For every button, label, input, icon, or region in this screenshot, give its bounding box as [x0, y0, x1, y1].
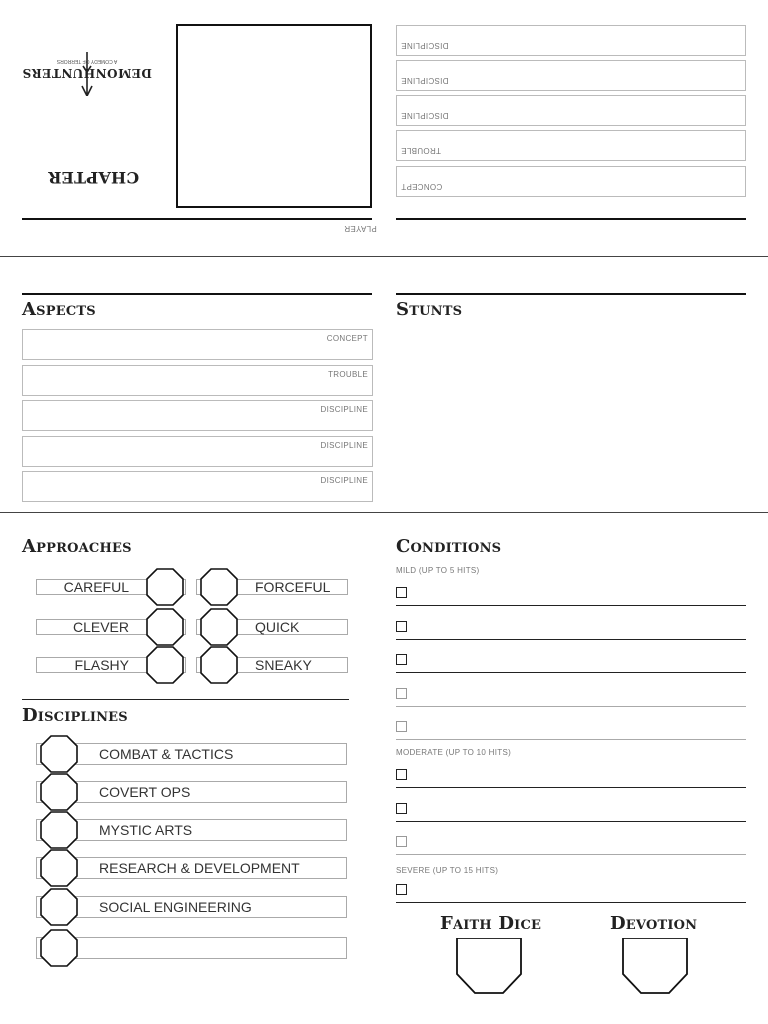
mild-checkbox-3[interactable] [396, 654, 407, 665]
approach-clever-rating[interactable] [146, 608, 184, 646]
devotion-title: Devotion [610, 913, 698, 934]
approach-careful-rating[interactable] [146, 568, 184, 606]
disciplines-title: Disciplines [22, 705, 128, 726]
aspect-field-discipline-2[interactable]: DISCIPLINE [22, 436, 373, 467]
approach-forceful-rating[interactable] [200, 568, 238, 606]
logo-text: DEMONHUNTERS [22, 66, 152, 80]
player-label: PLAYER [344, 224, 377, 233]
severe-line-1 [396, 902, 746, 903]
approach-quick[interactable]: QUICK [196, 619, 348, 635]
discipline-social-rating[interactable] [40, 888, 78, 926]
aspect-field-concept[interactable]: CONCEPT [22, 329, 373, 360]
approach-careful[interactable]: CAREFUL [36, 579, 186, 595]
moderate-checkbox-1[interactable] [396, 769, 407, 780]
discipline-mystic-arts[interactable]: MYSTIC ARTS [36, 819, 347, 841]
approaches-title: Approaches [22, 536, 132, 557]
aspects-rule [22, 293, 372, 295]
discipline-custom-rating[interactable] [40, 929, 78, 967]
discipline-combat-rating[interactable] [40, 735, 78, 773]
logo [22, 50, 152, 96]
moderate-checkbox-2[interactable] [396, 803, 407, 814]
mild-line-1 [396, 605, 746, 606]
approach-flashy[interactable]: FLASHY [36, 657, 186, 673]
mild-checkbox-1[interactable] [396, 587, 407, 598]
approach-sneaky[interactable]: SNEAKY [196, 657, 348, 673]
fold-line-1 [0, 256, 768, 257]
discipline-covert-ops-rating[interactable] [40, 773, 78, 811]
devotion-box[interactable] [622, 938, 688, 994]
header-field-1[interactable]: DISCIPLINE [396, 25, 746, 56]
mild-checkbox-2[interactable] [396, 621, 407, 632]
stunts-rule [396, 293, 746, 295]
moderate-label: MODERATE (UP TO 10 HITS) [396, 748, 512, 757]
mild-line-3 [396, 672, 746, 673]
mild-line-2 [396, 639, 746, 640]
logo-subtitle: A COMEDY OF TERRORS [56, 58, 118, 64]
faith-dice-box[interactable] [456, 938, 522, 994]
mild-label: MILD (UP TO 5 HITS) [396, 566, 480, 575]
discipline-mystic-arts-rating[interactable] [40, 811, 78, 849]
header-left-divider [22, 218, 372, 220]
aspect-field-discipline-3[interactable]: DISCIPLINE [22, 471, 373, 502]
portrait-box[interactable] [176, 24, 372, 208]
aspect-field-trouble[interactable]: TROUBLE [22, 365, 373, 396]
stunts-title: Stunts [396, 299, 463, 320]
discipline-research[interactable]: RESEARCH & DEVELOPMENT [36, 857, 347, 879]
header-field-3[interactable]: DISCIPLINE [396, 95, 746, 126]
approach-flashy-rating[interactable] [146, 646, 184, 684]
stunts-area[interactable] [396, 326, 746, 506]
moderate-line-3 [396, 854, 746, 855]
moderate-line-1 [396, 787, 746, 788]
severe-label: SEVERE (UP TO 15 HITS) [396, 866, 499, 875]
mild-line-5 [396, 739, 746, 740]
moderate-checkbox-3[interactable] [396, 836, 407, 847]
mild-checkbox-4[interactable] [396, 688, 407, 699]
conditions-title: Conditions [396, 536, 502, 557]
fold-line-2 [0, 512, 768, 513]
aspect-field-discipline-1[interactable]: DISCIPLINE [22, 400, 373, 431]
mild-checkbox-5[interactable] [396, 721, 407, 732]
header-field-5[interactable]: CONCEPT [396, 166, 746, 197]
approach-clever[interactable]: CLEVER [36, 619, 186, 635]
header-field-2[interactable]: DISCIPLINE [396, 60, 746, 91]
discipline-custom[interactable] [36, 937, 347, 959]
approach-sneaky-rating[interactable] [200, 646, 238, 684]
discipline-research-rating[interactable] [40, 849, 78, 887]
discipline-combat[interactable]: COMBAT & TACTICS [36, 743, 347, 765]
moderate-line-2 [396, 821, 746, 822]
discipline-social[interactable]: SOCIAL ENGINEERING [36, 896, 347, 918]
aspects-title: Aspects [22, 299, 96, 320]
mild-line-4 [396, 706, 746, 707]
approach-quick-rating[interactable] [200, 608, 238, 646]
faith-dice-title: Faith Dice [440, 913, 542, 934]
chapter-label: CHAPTER [48, 168, 140, 187]
approach-forceful[interactable]: FORCEFUL [196, 579, 348, 595]
severe-checkbox-1[interactable] [396, 884, 407, 895]
discipline-covert-ops[interactable]: COVERT OPS [36, 781, 347, 803]
disciplines-rule [22, 699, 349, 700]
header-field-4[interactable]: TROUBLE [396, 130, 746, 161]
header-right-divider [396, 218, 746, 220]
